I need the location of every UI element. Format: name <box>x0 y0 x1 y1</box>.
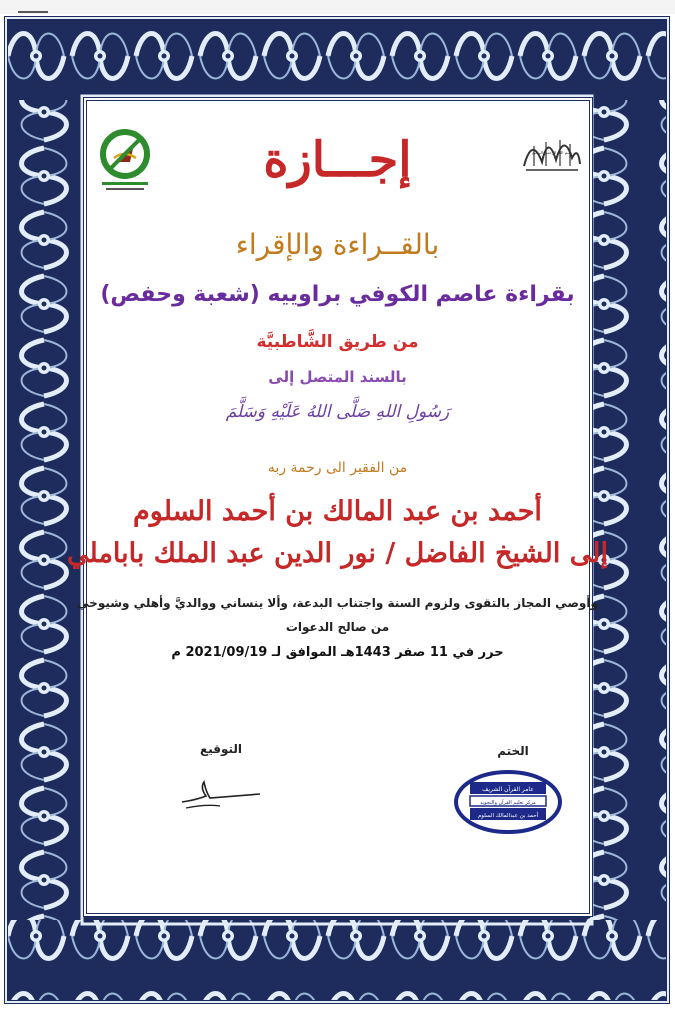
certificate-subtitle: بالقــراءة والإقراء <box>235 228 440 261</box>
seal-line-1: عامر القرآن الشريف <box>482 786 534 793</box>
student-name: إلى الشيخ الفاضل / نور الدين عبد الملك باباملي <box>67 538 608 569</box>
tariq-line: من طريق الشَّاطبيَّة <box>256 332 419 352</box>
advice-line-2: من صالح الدعوات <box>285 620 390 634</box>
seal-line-3: أحمد بن عبدالمالك السلوم <box>477 813 539 819</box>
signature-label: التوقيع <box>200 742 242 756</box>
riwaya-line: بقراءة عاصم الكوفي براوييه (شعبة وحفص) <box>100 282 575 307</box>
top-bar-line <box>18 11 48 13</box>
official-seal <box>452 768 564 836</box>
rasul-line: رَسُولِ اللهِ صَلَّى اللهُ عَلَيْهِ وَسَلَّمَ <box>225 402 450 422</box>
certificate-title: إجـــازة <box>263 132 412 188</box>
seal-label: الختم <box>497 744 529 758</box>
sanad-line: بالسند المتصل إلى <box>268 368 407 386</box>
basmala-text: بسم الله الرحمن الرحيم <box>531 150 573 155</box>
date-line: حرر في 11 صفر 1443هـ الموافق لـ 2021/09/19 م <box>171 645 504 660</box>
signature-mark <box>176 776 266 812</box>
advice-line-1: وأوصي المجاز بالتقوى ولزوم السنة واجتناب البدعة، وألا ينساني ووالديَّ وأهلي وشيوخي <box>77 596 598 610</box>
sheikh-name: أحمد بن عبد المالك بن أحمد السلوم <box>133 496 542 527</box>
seal-line-2: مركز تعليم القرآن والتجويد <box>480 800 536 806</box>
top-bar <box>0 0 675 14</box>
from-label: من الفقير الى رحمة ربه <box>267 460 408 476</box>
